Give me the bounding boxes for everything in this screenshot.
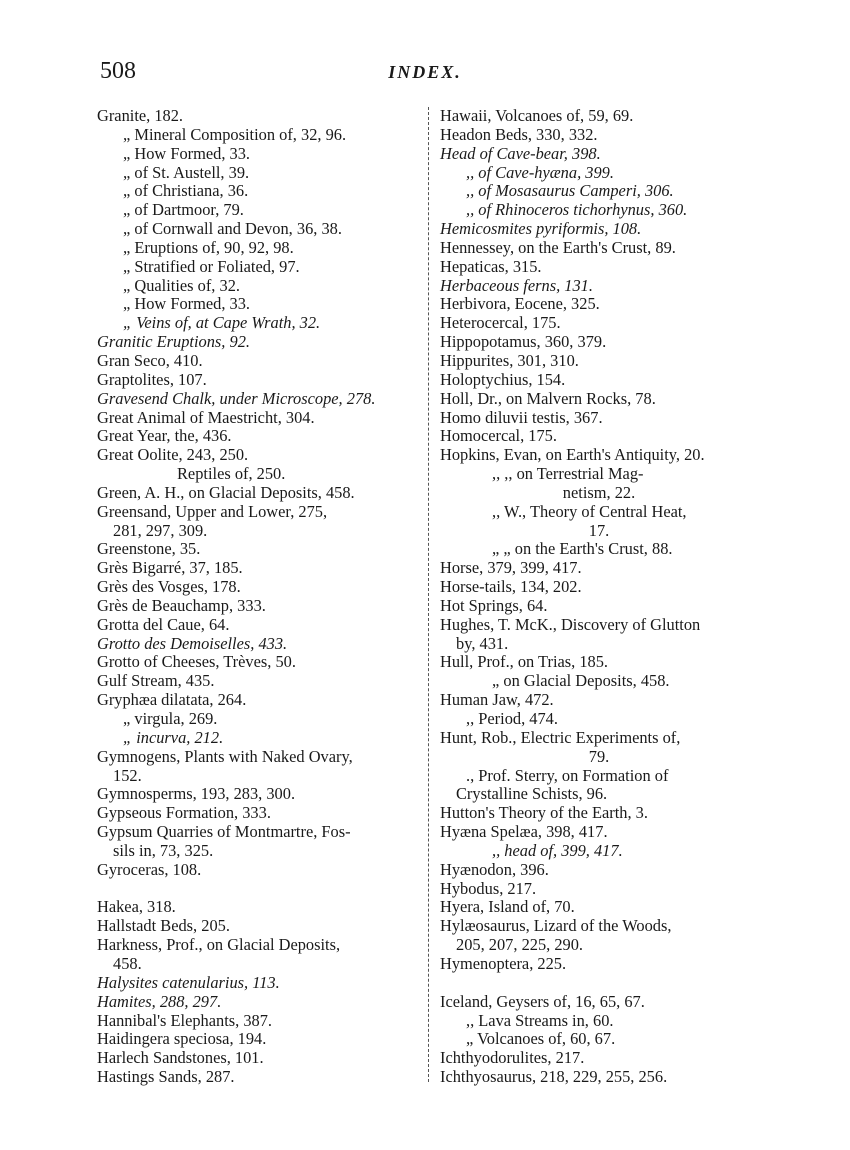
index-subentry: „ Qualities of, 32.: [123, 275, 240, 295]
index-entry: Hyænodon, 396.: [440, 859, 549, 879]
index-entry: Grès de Beauchamp, 333.: [97, 595, 266, 615]
index-entry-continuation: 17.: [588, 520, 610, 540]
index-entry: Great Oolite, 243, 250.: [97, 445, 249, 465]
index-subentry: „ of Christiana, 36.: [123, 181, 249, 201]
index-entry: Gran Seco, 410.: [97, 350, 203, 370]
index-subentry: „ „ on the Earth's Crust, 88.: [492, 539, 673, 559]
index-subentry: „ virgula, 269.: [123, 709, 218, 728]
index-entry: Hennessey, on the Earth's Crust, 89.: [440, 237, 676, 257]
index-entry-continuation: netism, 22.: [562, 482, 636, 502]
index-entry: Gymnosperms, 193, 283, 300.: [97, 784, 296, 804]
running-title: INDEX.: [388, 62, 462, 82]
index-subentry: ,, W., Theory of Central Heat,: [492, 501, 687, 521]
index-subentry: ,, head of, 399, 417.: [492, 840, 623, 860]
index-entry: Hannibal's Elephants, 387.: [97, 1010, 273, 1030]
index-entry: Grotto des Demoiselles, 433.: [97, 633, 288, 653]
index-entry: Greenstone, 35.: [97, 539, 201, 559]
index-entry: Hyera, Island of, 70.: [440, 897, 575, 917]
index-subentry: „ Eruptions of, 90, 92, 98.: [123, 237, 294, 257]
index-entry: Horse-tails, 134, 202.: [440, 577, 582, 597]
index-entry-continuation: 281, 297, 309.: [113, 520, 208, 540]
index-entry-continuation: 205, 207, 225, 290.: [456, 935, 584, 955]
index-subentry: „ Volcanoes of, 60, 67.: [466, 1029, 616, 1049]
index-entry: Grès Bigarré, 37, 185.: [97, 558, 243, 578]
index-subentry: „ Stratified or Foliated, 97.: [123, 256, 300, 276]
index-subentry: „ of St. Austell, 39.: [123, 162, 250, 182]
index-entry: Hymenoptera, 225.: [440, 953, 567, 973]
index-subentry: ,, of Rhinoceros tichorhynus, 360.: [466, 200, 688, 220]
index-entry: Harkness, Prof., on Glacial Deposits,: [97, 935, 341, 955]
index-entry: Hopkins, Evan, on Earth's Antiquity, 20.: [440, 445, 705, 465]
index-entry: Gravesend Chalk, under Microscope, 278.: [97, 388, 376, 408]
index-subentry: ,, Period, 474.: [466, 709, 558, 728]
index-subentry: Reptiles of, 250.: [177, 464, 286, 484]
index-entry: Ichthyosaurus, 218, 229, 255, 256.: [440, 1067, 668, 1087]
index-entry: Halysites catenularius, 113.: [97, 972, 280, 992]
index-subentry: ,, ,, on Terrestrial Mag-: [492, 464, 644, 484]
section-gap: [440, 974, 758, 993]
index-entry: Heterocercal, 175.: [440, 313, 561, 333]
index-entry: Grotta del Caue, 64.: [97, 614, 230, 634]
index-entry-continuation: by, 431.: [456, 633, 509, 653]
index-entry: Hutton's Theory of the Earth, 3.: [440, 803, 648, 823]
index-entry: Herbaceous ferns, 131.: [440, 275, 593, 295]
index-entry: Hybodus, 217.: [440, 878, 537, 898]
index-entry: Hippopotamus, 360, 379.: [440, 332, 607, 352]
index-column-left: [97, 107, 419, 1087]
index-entry: Hughes, T. McK., Discovery of Glutton: [440, 614, 701, 634]
index-entry-continuation: Crystalline Schists, 96.: [456, 784, 608, 804]
index-entry: Graptolites, 107.: [97, 369, 207, 389]
index-subentry: „ of Cornwall and Devon, 36, 38.: [123, 219, 342, 239]
index-entry: Hylæosaurus, Lizard of the Woods,: [440, 916, 672, 936]
index-entry: Iceland, Geysers of, 16, 65, 67.: [440, 991, 645, 1011]
index-entry: Herbivora, Eocene, 325.: [440, 294, 600, 314]
index-entry: Granite, 182.: [97, 106, 184, 125]
index-entry: Haidingera speciosa, 194.: [97, 1029, 267, 1049]
index-entry: Great Year, the, 436.: [97, 426, 232, 446]
index-entry: Hot Springs, 64.: [440, 595, 548, 615]
index-column-right: [440, 107, 758, 1087]
index-subentry: „ Mineral Composition of, 32, 96.: [123, 124, 347, 144]
index-entry-continuation: 152.: [113, 765, 142, 785]
index-entry: Gulf Stream, 435.: [97, 671, 215, 691]
index-entry: Holl, Dr., on Malvern Rocks, 78.: [440, 388, 656, 408]
index-subentry: ., Prof. Sterry, on Formation of: [466, 765, 669, 785]
index-entry: Horse, 379, 399, 417.: [440, 558, 582, 578]
column-divider: [428, 107, 429, 1082]
index-subentry: „ incurva, 212.: [123, 727, 224, 747]
index-entry: Gypseous Formation, 333.: [97, 803, 271, 823]
index-entry: Hallstadt Beds, 205.: [97, 916, 230, 936]
index-entry-continuation: sils in, 73, 325.: [113, 840, 214, 860]
index-entry: Hemicosmites pyriformis, 108.: [440, 219, 642, 239]
index-subentry: ,, of Mosasaurus Camperi, 306.: [466, 181, 674, 201]
index-entry: Greensand, Upper and Lower, 275,: [97, 501, 328, 521]
index-entry: Gypsum Quarries of Montmartre, Fos-: [97, 822, 351, 842]
index-subentry: „ How Formed, 33.: [123, 294, 251, 314]
index-subentry: „ of Dartmoor, 79.: [123, 200, 244, 220]
index-subentry: „ on Glacial Deposits, 458.: [492, 671, 670, 691]
index-entry: Human Jaw, 472.: [440, 690, 554, 710]
index-subentry: ,, Lava Streams in, 60.: [466, 1010, 614, 1030]
index-entry: Holoptychius, 154.: [440, 369, 566, 389]
index-entry: Ichthyodorulites, 217.: [440, 1048, 585, 1068]
index-entry-continuation: 79.: [588, 746, 610, 766]
index-entry: Hunt, Rob., Electric Experiments of,: [440, 727, 681, 747]
index-entry: Headon Beds, 330, 332.: [440, 124, 598, 144]
index-entry: Great Animal of Maestricht, 304.: [97, 407, 315, 427]
index-entry-continuation: 458.: [113, 953, 142, 973]
index-entry: Harlech Sandstones, 101.: [97, 1048, 264, 1068]
index-entry: Head of Cave-bear, 398.: [440, 143, 601, 163]
index-entry: Hawaii, Volcanoes of, 59, 69.: [440, 106, 634, 125]
index-entry: Hippurites, 301, 310.: [440, 350, 579, 370]
index-entry: Hastings Sands, 287.: [97, 1067, 235, 1087]
index-entry: Gymnogens, Plants with Naked Ovary,: [97, 746, 353, 766]
index-entry: Hepaticas, 315.: [440, 256, 542, 276]
section-gap: [97, 880, 419, 899]
index-entry: Hyæna Spelæa, 398, 417.: [440, 822, 608, 842]
index-entry: Gyroceras, 108.: [97, 859, 202, 879]
index-entry: Homo diluvii testis, 367.: [440, 407, 603, 427]
index-entry: Gryphæa dilatata, 264.: [97, 690, 247, 710]
index-entry: Grotto of Cheeses, Trèves, 50.: [97, 652, 296, 672]
index-subentry: ,, of Cave-hyæna, 399.: [466, 162, 614, 182]
index-entry: Grès des Vosges, 178.: [97, 577, 241, 597]
index-subentry: „ Veins of, at Cape Wrath, 32.: [123, 313, 321, 333]
index-entry: Hull, Prof., on Trias, 185.: [440, 652, 609, 672]
index-subentry: „ How Formed, 33.: [123, 143, 251, 163]
page-header: [0, 58, 850, 88]
index-entry: Green, A. H., on Glacial Deposits, 458.: [97, 482, 355, 502]
index-entry: Homocercal, 175.: [440, 426, 557, 446]
index-entry: Hamites, 288, 297.: [97, 991, 222, 1011]
index-entry: Granitic Eruptions, 92.: [97, 332, 250, 352]
index-entry: Hakea, 318.: [97, 897, 176, 917]
page-number: 508: [100, 58, 136, 84]
